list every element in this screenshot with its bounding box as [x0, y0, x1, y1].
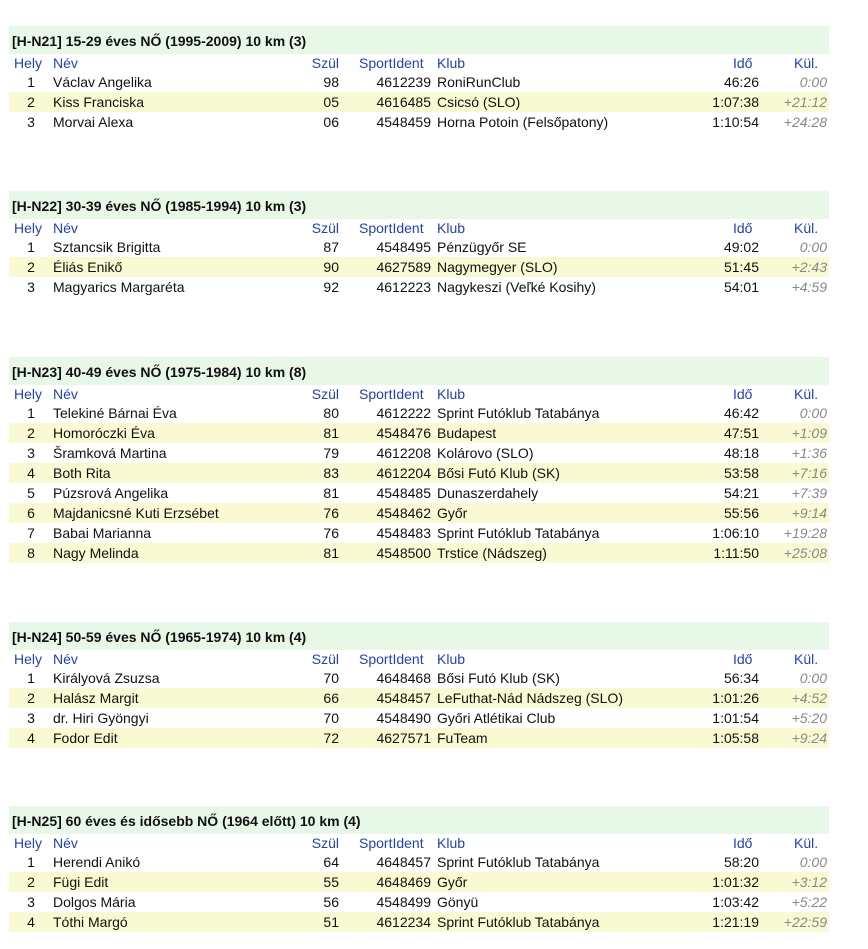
cell-hely: 3 — [27, 114, 35, 130]
table-row — [9, 443, 829, 463]
cell-si: 4648468 — [376, 670, 431, 686]
table-row — [9, 257, 829, 277]
cell-hely: 8 — [27, 545, 35, 561]
cell-ido: 46:26 — [723, 74, 759, 90]
cell-si: 4612239 — [376, 74, 431, 90]
cell-hely: 6 — [27, 505, 35, 521]
cell-si: 4648457 — [376, 854, 431, 870]
cell-kul: +25:08 — [783, 545, 827, 561]
cell-kul: +5:22 — [791, 894, 827, 910]
category-title: [H-N25] 60 éves és idősebb NŐ (1964 előtt) 10 km (4) — [9, 806, 829, 834]
column-header-ido: Idő — [733, 220, 753, 236]
cell-klub: Sprint Futóklub Tatabánya — [437, 914, 600, 930]
column-header-hely: Hely — [14, 55, 43, 71]
cell-si: 4548485 — [376, 485, 431, 501]
cell-klub: Bősi Futó Klub (SK) — [437, 465, 560, 481]
cell-si: 4548459 — [376, 114, 431, 130]
category-title: [H-N23] 40-49 éves NŐ (1975-1984) 10 km (8) — [9, 357, 829, 385]
column-header-si: SportIdent — [359, 386, 424, 402]
column-header-nev: Név — [53, 55, 78, 71]
cell-hely: 1 — [27, 854, 35, 870]
cell-hely: 7 — [27, 525, 35, 541]
cell-klub: Bősi Futó Klub (SK) — [437, 670, 560, 686]
cell-ido: 46:42 — [723, 405, 759, 421]
cell-si: 4612204 — [376, 465, 431, 481]
column-header-hely: Hely — [14, 651, 43, 667]
cell-kul: +9:24 — [791, 730, 827, 746]
column-header-klub: Klub — [437, 386, 466, 402]
cell-kul: +7:39 — [791, 485, 827, 501]
category-section — [9, 622, 829, 748]
cell-szul: 76 — [323, 505, 339, 521]
cell-nev: Herendi Anikó — [53, 854, 141, 870]
cell-szul: 81 — [323, 545, 339, 561]
cell-kul: 0:00 — [799, 239, 827, 255]
cell-ido: 1:01:54 — [712, 710, 759, 726]
table-row — [9, 423, 829, 443]
cell-si: 4548483 — [376, 525, 431, 541]
cell-kul: 0:00 — [799, 854, 827, 870]
cell-nev: Dolgos Mária — [53, 894, 136, 910]
cell-nev: dr. Hiri Gyöngyi — [53, 710, 149, 726]
column-header-szul: Szül — [311, 386, 339, 402]
column-header-ido: Idő — [733, 651, 753, 667]
cell-szul: 06 — [323, 114, 339, 130]
cell-nev: Fodor Edit — [53, 730, 118, 746]
table-row — [9, 708, 829, 728]
column-header-kul: Kül. — [794, 651, 819, 667]
cell-hely: 3 — [27, 710, 35, 726]
cell-nev: Nagy Melinda — [53, 545, 139, 561]
category-title: [H-N22] 30-39 éves NŐ (1985-1994) 10 km (3) — [9, 191, 829, 219]
column-header-kul: Kül. — [794, 386, 819, 402]
cell-klub: Nagykeszi (Veľké Kosihy) — [437, 279, 596, 295]
table-row — [9, 112, 829, 132]
cell-szul: 76 — [323, 525, 339, 541]
cell-klub: Nagymegyer (SLO) — [437, 259, 558, 275]
table-row — [9, 688, 829, 708]
table-row — [9, 543, 829, 563]
column-header-row — [9, 219, 829, 237]
cell-kul: +22:59 — [783, 914, 827, 930]
cell-nev: Púzsrová Angelika — [53, 485, 169, 501]
cell-ido: 1:11:50 — [713, 545, 759, 561]
column-header-row — [9, 385, 829, 403]
column-header-nev: Név — [53, 386, 78, 402]
table-row — [9, 892, 829, 912]
cell-ido: 1:01:26 — [712, 690, 759, 706]
column-header-si: SportIdent — [359, 55, 424, 71]
cell-szul: 56 — [323, 894, 339, 910]
cell-hely: 4 — [27, 730, 35, 746]
cell-ido: 56:34 — [723, 670, 759, 686]
cell-nev: Both Rita — [53, 465, 111, 481]
table-row — [9, 92, 829, 112]
cell-klub: Trstice (Nádszeg) — [437, 545, 547, 561]
table-row — [9, 237, 829, 257]
cell-klub: Dunaszerdahely — [437, 485, 539, 501]
cell-nev: Sztancsik Brigitta — [53, 239, 161, 255]
cell-ido: 1:07:38 — [712, 94, 759, 110]
cell-ido: 1:05:58 — [712, 730, 759, 746]
cell-szul: 80 — [323, 405, 339, 421]
cell-klub: Győr — [437, 874, 468, 890]
cell-klub: Pénzügyőr SE — [437, 239, 527, 255]
cell-nev: Tóthi Margó — [53, 914, 128, 930]
column-header-hely: Hely — [14, 835, 43, 851]
cell-ido: 51:45 — [723, 259, 759, 275]
table-row — [9, 728, 829, 748]
column-header-kul: Kül. — [794, 835, 819, 851]
table-row — [9, 668, 829, 688]
table-row — [9, 503, 829, 523]
cell-si: 4548457 — [376, 690, 431, 706]
cell-ido: 53:58 — [723, 465, 759, 481]
cell-nev: Éliás Enikő — [53, 259, 123, 275]
cell-klub: RoniRunClub — [437, 74, 521, 90]
cell-ido: 47:51 — [723, 425, 759, 441]
column-header-row — [9, 650, 829, 668]
table-row — [9, 277, 829, 297]
cell-klub: Sprint Futóklub Tatabánya — [437, 405, 600, 421]
category-section — [9, 806, 829, 932]
cell-nev: Šramková Martina — [53, 445, 167, 461]
column-header-ido: Idő — [733, 386, 753, 402]
cell-si: 4548490 — [376, 710, 431, 726]
cell-ido: 48:18 — [723, 445, 759, 461]
table-row — [9, 852, 829, 872]
cell-klub: LeFuthat-Nád Nádszeg (SLO) — [437, 690, 623, 706]
column-header-szul: Szül — [311, 835, 339, 851]
column-header-si: SportIdent — [359, 220, 424, 236]
category-title: [H-N21] 15-29 éves NŐ (1995-2009) 10 km (3) — [9, 26, 829, 54]
cell-hely: 1 — [27, 74, 35, 90]
cell-si: 4548462 — [376, 505, 431, 521]
cell-klub: Gönyü — [437, 894, 479, 910]
cell-kul: +1:09 — [791, 425, 827, 441]
column-header-szul: Szül — [311, 55, 339, 71]
cell-hely: 3 — [27, 894, 35, 910]
cell-si: 4648469 — [376, 874, 431, 890]
cell-ido: 49:02 — [723, 239, 759, 255]
cell-szul: 81 — [323, 425, 339, 441]
column-header-hely: Hely — [14, 386, 43, 402]
cell-klub: Sprint Futóklub Tatabánya — [437, 525, 600, 541]
cell-szul: 51 — [323, 914, 339, 930]
cell-ido: 1:06:10 — [712, 525, 759, 541]
cell-hely: 4 — [27, 914, 35, 930]
cell-si: 4548500 — [376, 545, 431, 561]
cell-ido: 1:10:54 — [712, 114, 759, 130]
category-section — [9, 191, 829, 297]
cell-ido: 1:03:42 — [712, 894, 759, 910]
column-header-kul: Kül. — [794, 220, 819, 236]
cell-nev: Majdanicsné Kuti Erzsébet — [53, 505, 219, 521]
column-header-row — [9, 54, 829, 72]
cell-kul: +9:14 — [791, 505, 827, 521]
cell-kul: 0:00 — [799, 670, 827, 686]
table-row — [9, 872, 829, 892]
cell-nev: Fügi Edit — [53, 874, 109, 890]
cell-klub: Sprint Futóklub Tatabánya — [437, 854, 600, 870]
cell-kul: +19:28 — [783, 525, 827, 541]
cell-szul: 72 — [323, 730, 339, 746]
cell-si: 4627589 — [376, 259, 431, 275]
cell-ido: 58:20 — [723, 854, 759, 870]
cell-klub: FuTeam — [437, 730, 488, 746]
table-row — [9, 463, 829, 483]
cell-szul: 05 — [323, 94, 339, 110]
cell-szul: 55 — [323, 874, 339, 890]
column-header-kul: Kül. — [794, 55, 819, 71]
cell-hely: 2 — [27, 874, 35, 890]
cell-klub: Budapest — [437, 425, 497, 441]
cell-kul: 0:00 — [799, 74, 827, 90]
table-row — [9, 523, 829, 543]
cell-si: 4548499 — [376, 894, 431, 910]
column-header-row — [9, 834, 829, 852]
cell-ido: 55:56 — [723, 505, 759, 521]
column-header-nev: Név — [53, 835, 78, 851]
column-header-si: SportIdent — [359, 835, 424, 851]
cell-si: 4612234 — [376, 914, 431, 930]
cell-si: 4627571 — [376, 730, 431, 746]
cell-kul: +2:43 — [791, 259, 827, 275]
cell-nev: Babai Marianna — [53, 525, 152, 541]
cell-klub: Győr — [437, 505, 468, 521]
cell-hely: 2 — [27, 94, 35, 110]
category-section — [9, 26, 829, 132]
cell-hely: 1 — [27, 405, 35, 421]
cell-szul: 98 — [323, 74, 339, 90]
cell-szul: 70 — [323, 670, 339, 686]
cell-szul: 81 — [323, 485, 339, 501]
cell-hely: 1 — [27, 239, 35, 255]
cell-hely: 4 — [27, 465, 35, 481]
cell-kul: +3:12 — [791, 874, 827, 890]
cell-kul: +21:12 — [783, 94, 827, 110]
cell-kul: +24:28 — [783, 114, 827, 130]
table-row — [9, 483, 829, 503]
column-header-klub: Klub — [437, 835, 466, 851]
category-section — [9, 357, 829, 563]
cell-si: 4548495 — [376, 239, 431, 255]
cell-kul: +7:16 — [791, 465, 827, 481]
cell-klub: Horna Potoin (Felsőpatony) — [437, 114, 609, 130]
cell-nev: Kiss Franciska — [53, 94, 145, 110]
cell-szul: 90 — [323, 259, 339, 275]
cell-nev: Telekiné Bárnai Éva — [53, 405, 177, 421]
cell-hely: 2 — [27, 690, 35, 706]
table-row — [9, 912, 829, 932]
cell-hely: 1 — [27, 670, 35, 686]
cell-szul: 66 — [323, 690, 339, 706]
cell-szul: 87 — [323, 239, 339, 255]
cell-szul: 70 — [323, 710, 339, 726]
cell-kul: +5:20 — [791, 710, 827, 726]
cell-nev: Václav Angelika — [53, 74, 152, 90]
category-title: [H-N24] 50-59 éves NŐ (1965-1974) 10 km (4) — [9, 622, 829, 650]
cell-si: 4616485 — [376, 94, 431, 110]
cell-szul: 79 — [323, 445, 339, 461]
column-header-hely: Hely — [14, 220, 43, 236]
cell-klub: Kolárovo (SLO) — [437, 445, 534, 461]
cell-hely: 2 — [27, 259, 35, 275]
cell-nev: Királyová Zsuzsa — [53, 670, 160, 686]
cell-klub: Győri Atlétikai Club — [437, 710, 556, 726]
cell-hely: 3 — [27, 445, 35, 461]
column-header-szul: Szül — [311, 220, 339, 236]
cell-ido: 54:01 — [723, 279, 759, 295]
table-row — [9, 72, 829, 92]
cell-si: 4548476 — [376, 425, 431, 441]
cell-nev: Magyarics Margaréta — [53, 279, 185, 295]
cell-kul: +4:59 — [791, 279, 827, 295]
cell-kul: +1:36 — [791, 445, 827, 461]
cell-klub: Csicsó (SLO) — [437, 94, 521, 110]
column-header-szul: Szül — [311, 651, 339, 667]
cell-nev: Halász Margit — [53, 690, 139, 706]
cell-ido: 1:21:19 — [712, 914, 759, 930]
cell-hely: 5 — [27, 485, 35, 501]
column-header-klub: Klub — [437, 55, 466, 71]
cell-si: 4612222 — [376, 405, 431, 421]
table-row — [9, 403, 829, 423]
cell-si: 4612208 — [376, 445, 431, 461]
cell-si: 4612223 — [376, 279, 431, 295]
column-header-klub: Klub — [437, 651, 466, 667]
column-header-nev: Név — [53, 220, 78, 236]
cell-nev: Morvai Alexa — [53, 114, 134, 130]
column-header-nev: Név — [53, 651, 78, 667]
column-header-si: SportIdent — [359, 651, 424, 667]
cell-hely: 2 — [27, 425, 35, 441]
cell-kul: +4:52 — [791, 690, 827, 706]
column-header-ido: Idő — [733, 55, 753, 71]
cell-hely: 3 — [27, 279, 35, 295]
cell-kul: 0:00 — [799, 405, 827, 421]
column-header-ido: Idő — [733, 835, 753, 851]
cell-ido: 54:21 — [723, 485, 759, 501]
cell-szul: 64 — [323, 854, 339, 870]
cell-ido: 1:01:32 — [712, 874, 759, 890]
cell-szul: 92 — [323, 279, 339, 295]
cell-nev: Homoróczki Éva — [53, 425, 155, 441]
column-header-klub: Klub — [437, 220, 466, 236]
cell-szul: 83 — [323, 465, 339, 481]
